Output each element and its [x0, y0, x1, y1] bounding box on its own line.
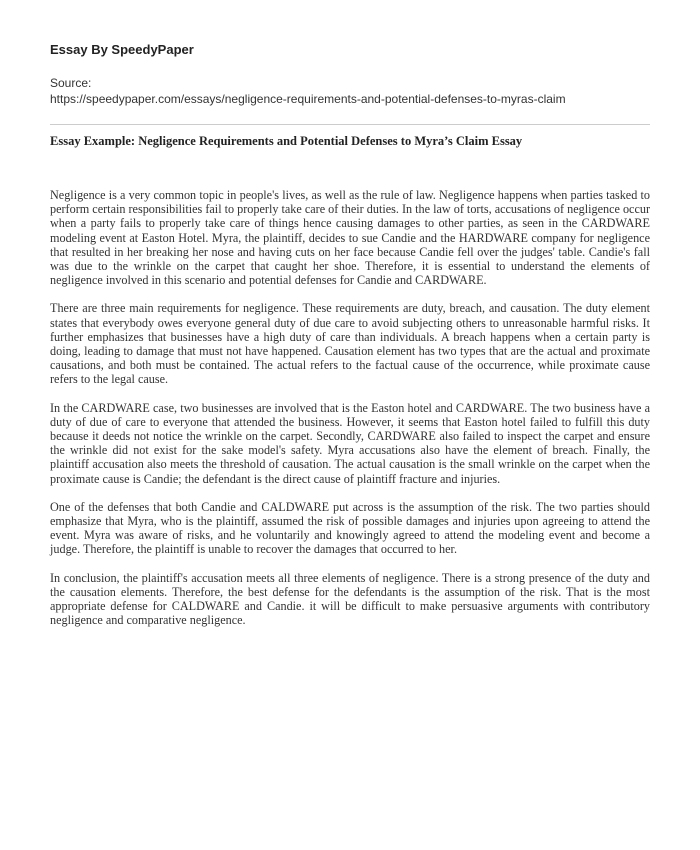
- paragraph: There are three main requirements for negligence. These requirements are duty, breach, and causation. The duty element states that everybody owes everyone general duty of due care to avoid subjecting others to unreasonable harmful risks. It further emphasizes that businesses have a high duty of care than individuals. A breach happens when a certain party is doing, leading to damage that must not have happened. Causation element has two types that are the actual and proximate causations, and both must be contained. The actual refers to the factual cause of the occurrence, while proximate cause refers to the legal cause.: [50, 301, 650, 387]
- essay-body: [50, 188, 650, 641]
- paragraph: In the CARDWARE case, two businesses are involved that is the Easton hotel and CARDWARE. The two business have a duty of due of care to everyone that attended the business. However, it seems that Easton hotel failed to fulfill this duty because it deeds not notice the wrinkle on the carpet. Secondly, CARDWARE also failed to inspect the carpet and ensure the wrinkle did not exist for the sake model's safety. Myra accusations also have the element of breach. Finally, the plaintiff accusation also meets the threshold of causation. The actual causation is the small wrinkle on the carpet when the proximate cause is Candie; the defendant is the direct cause of plaintiff fracture and injuries.: [50, 400, 650, 486]
- source-label: Source:: [50, 76, 92, 90]
- source-block: [50, 75, 650, 107]
- paragraph: One of the defenses that both Candie and CALDWARE put across is the assumption of the risk. The two parties should emphasize that Myra, who is the plaintiff, assumed the risk of possible damages and injuries upon agreeing to attend the event. Myra was aware of risks, and he voluntarily and knowingly agreed to attend the modeling event and become a judge. Therefore, the plaintiff is unable to recover the damages that occurred to her.: [50, 499, 650, 557]
- source-url: https://speedypaper.com/essays/negligence-requirements-and-potential-defenses-to-myras-claim: [50, 92, 566, 106]
- divider: [50, 124, 650, 125]
- brand-heading: Essay By SpeedyPaper: [50, 42, 194, 57]
- paragraph: In conclusion, the plaintiff's accusation meets all three elements of negligence. There is a strong presence of the duty and the causation elements. Therefore, the best defense for the defendants is the assumption of the risk. That is the most appropriate defense for CALDWARE and Candie. it will be difficult to make persuasive arguments with contributory negligence and comparative negligence.: [50, 570, 650, 628]
- essay-title: Essay Example: Negligence Requirements and Potential Defenses to Myra’s Claim Essay: [50, 134, 523, 148]
- paragraph: Negligence is a very common topic in people's lives, as well as the rule of law. Negligence happens when parties tasked to perform certain responsibilities fail to properly take care of their duties. In the law of torts, accusations of negligence occur when a party fails to properly take care of things hence causing damages to other parties, as seen in the CARDWARE modeling event at Easton Hotel. Myra, the plaintiff, decides to sue Candie and the HARDWARE company for negligence that resulted in her breaking her nose and having cuts on her face because Candie fell over the judges' table. Candie's fall was due to the wrinkle on the carpet that caught her shoe. Therefore, it is essential to understand the elements of negligence involved in this scenario and potential defenses for Candie and CARDWARE.: [50, 188, 651, 288]
